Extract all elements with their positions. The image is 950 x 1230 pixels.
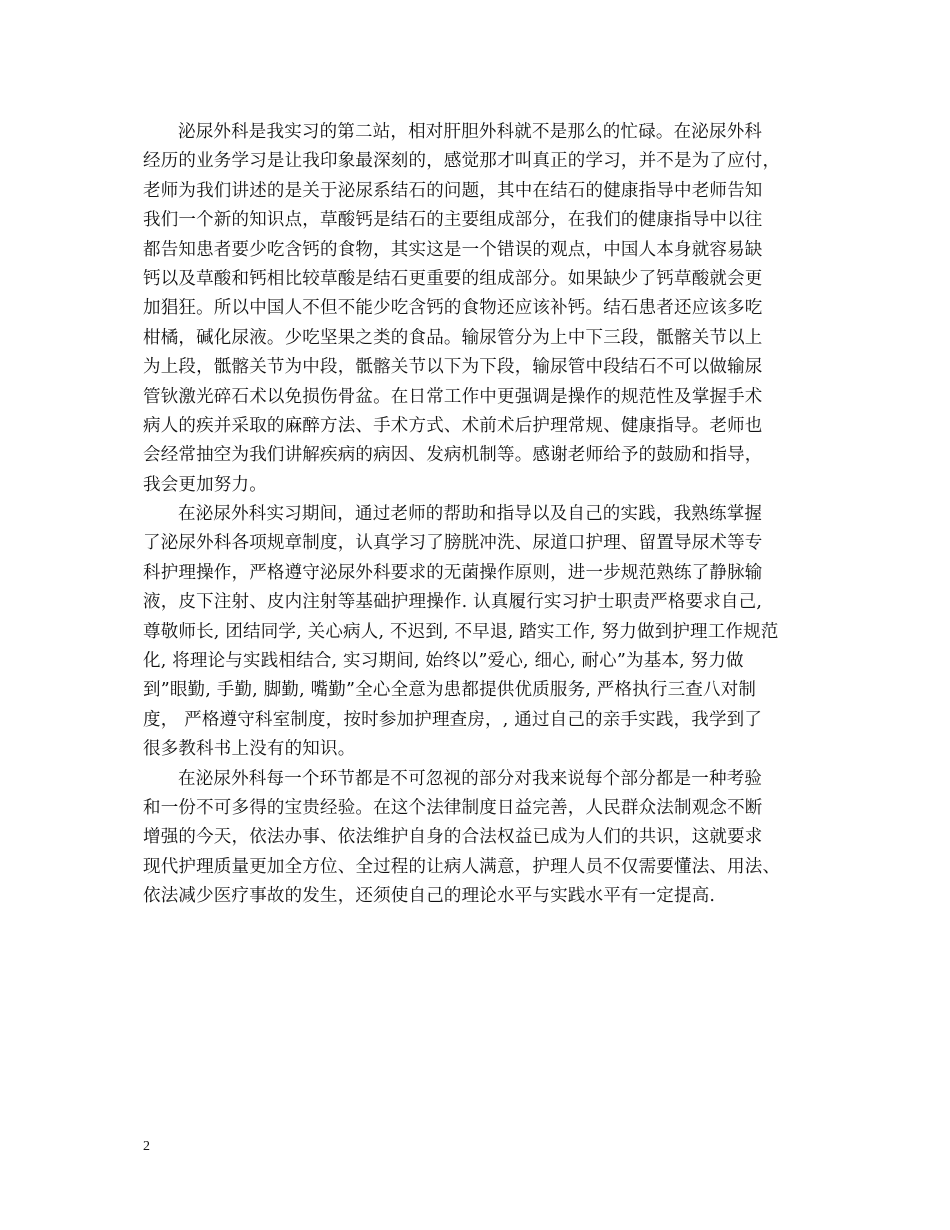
text-line: 和一份不可多得的宝贵经验。在这个法律制度日益完善，人民群众法制观念不断	[143, 797, 763, 818]
document-body	[143, 118, 823, 912]
text-line: 会经常抽空为我们讲解疾病的病因、发病机制等。感谢老师给予的鼓励和指导，	[143, 445, 763, 466]
text-line: 经历的业务学习是让我印象最深刻的，感觉那才叫真正的学习，并不是为了应付，	[143, 151, 781, 172]
text-line: 到”眼勤, 手勤, 脚勤, 嘴勤”全心全意为患都提供优质服务, 严格执行三查八对制	[143, 680, 757, 701]
text-line: 依法减少医疗事故的发生，还须使自己的理论水平与实践水平有一定提高.	[143, 886, 716, 907]
text-line: 在泌尿外科实习期间，通过老师的帮助和指导以及自己的实践，我熟练掌握	[178, 504, 763, 525]
text-line: 液，皮下注射、皮内注射等基础护理操作. 认真履行实习护士职责严格要求自己,	[143, 592, 763, 613]
text-line: 了泌尿外科各项规章制度，认真学习了膀胱冲洗、尿道口护理、留置导尿术等专	[143, 533, 763, 554]
text-line: 科护理操作，严格遵守泌尿外科要求的无菌操作原则，进一步规范熟练了静脉输	[143, 562, 763, 583]
text-line: 化, 将理论与实践相结合, 实习期间, 始终以”爱心, 细心, 耐心”为基本, 努力做	[143, 651, 744, 672]
text-line: 钙以及草酸和钙相比较草酸是结石更重要的组成部分。如果缺少了钙草酸就会更	[143, 268, 763, 289]
text-line: 我会更加努力。	[143, 474, 267, 495]
paragraph	[143, 765, 823, 912]
paragraph	[143, 500, 823, 765]
text-line: 度， 严格遵守科室制度，按时参加护理查房，, 通过自己的亲手实践，我学到了	[143, 709, 763, 730]
text-line: 在泌尿外科每一个环节都是不可忽视的部分对我来说每个部分都是一种考验	[178, 768, 763, 789]
text-line: 现代护理质量更加全方位、全过程的让病人满意，护理人员不仅需要懂法、用法、	[143, 856, 781, 877]
paragraph	[143, 118, 823, 500]
text-line: 病人的疾并采取的麻醉方法、手术方式、术前术后护理常规、健康指导。老师也	[143, 415, 763, 436]
text-line: 很多教科书上没有的知识。	[143, 739, 356, 760]
text-line: 增强的今天，依法办事、依法维护自身的合法权益已成为人们的共识，这就要求	[143, 827, 763, 848]
text-line: 管钬激光碎石术以免损伤骨盆。在日常工作中更强调是操作的规范性及掌握手术	[143, 386, 763, 407]
text-line: 加猖狂。所以中国人不但不能少吃含钙的食物还应该补钙。结石患者还应该多吃	[143, 298, 763, 319]
text-line: 老师为我们讲述的是关于泌尿系结石的问题，其中在结石的健康指导中老师告知	[143, 180, 763, 201]
text-line: 我们一个新的知识点，草酸钙是结石的主要组成部分，在我们的健康指导中以往	[143, 210, 763, 231]
text-line: 为上段，骶髂关节为中段，骶髂关节以下为下段，输尿管中段结石不可以做输尿	[143, 357, 763, 378]
text-line: 尊敬师长, 团结同学, 关心病人, 不迟到, 不早退, 踏实工作, 努力做到护理工作规范	[143, 621, 779, 642]
text-line: 都告知患者要少吃含钙的食物，其实这是一个错误的观点，中国人本身就容易缺	[143, 239, 763, 260]
text-line: 泌尿外科是我实习的第二站，相对肝胆外科就不是那么的忙碌。在泌尿外科	[178, 122, 763, 142]
text-line: 柑橘，碱化尿液。少吃坚果之类的食品。输尿管分为上中下三段，骶髂关节以上	[143, 327, 763, 348]
page-number: 2	[143, 1139, 150, 1154]
